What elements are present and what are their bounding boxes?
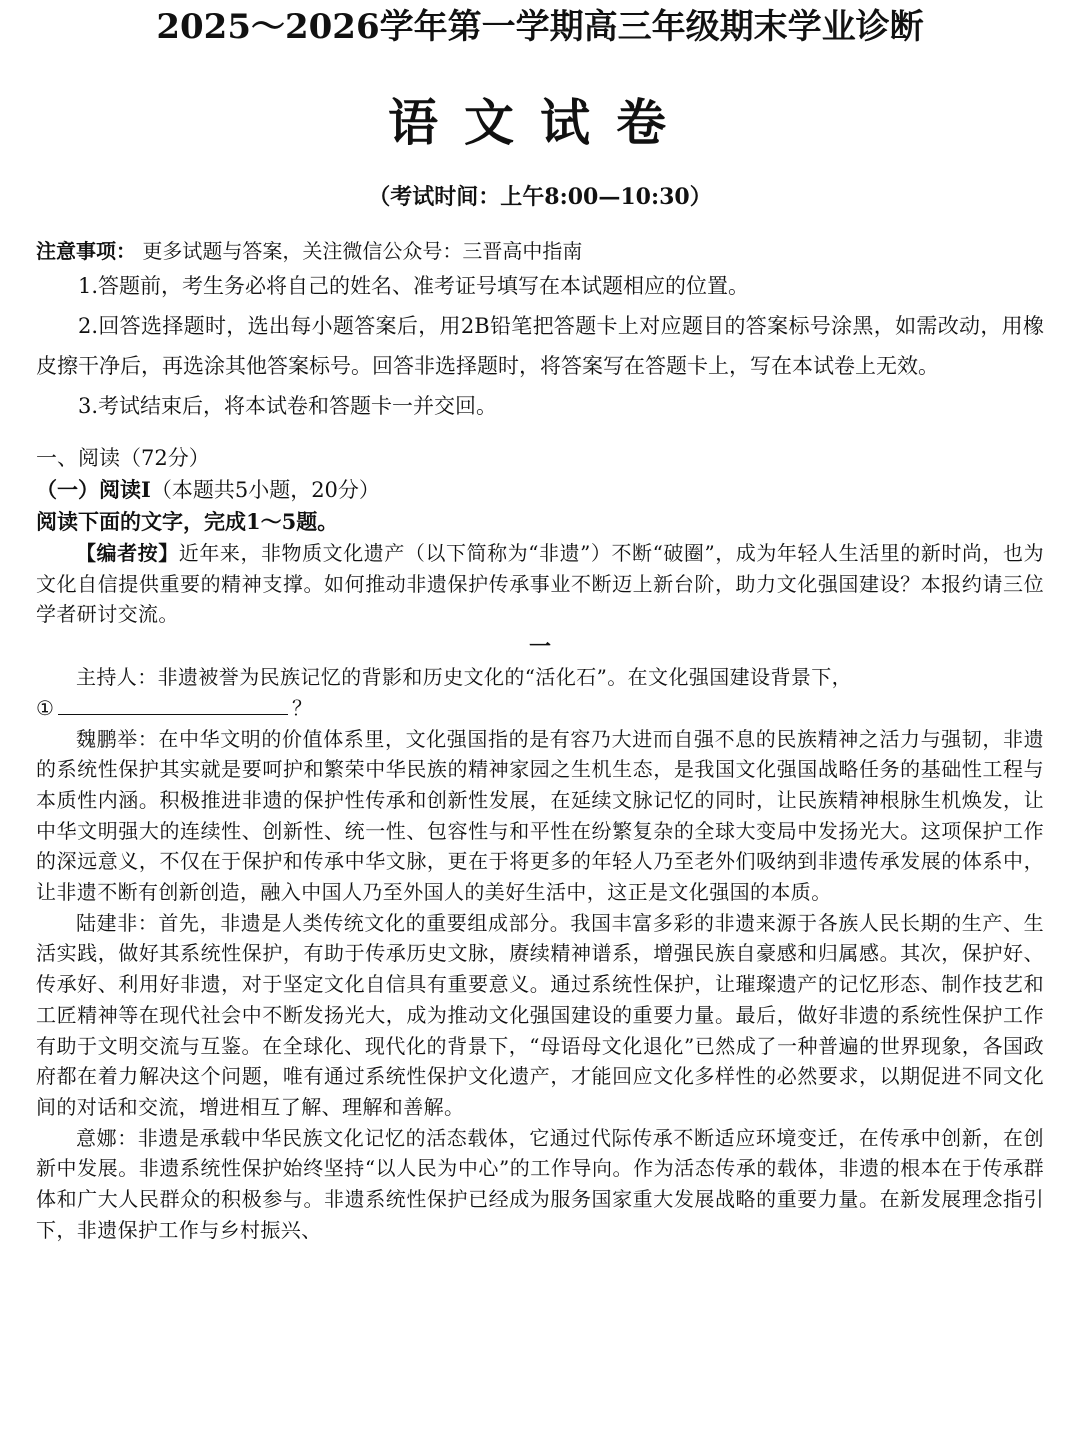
section-reading: 一、阅读（72分） bbox=[36, 446, 210, 470]
reading-instruction bbox=[36, 506, 1044, 538]
part-mark: 一 bbox=[528, 634, 551, 661]
editor-note bbox=[36, 538, 1044, 630]
section-reading-1 bbox=[36, 474, 1044, 506]
paragraph-wei: 魏鹏举：在中华文明的价值体系里，文化强国指的是有容乃大进而自强不息的民族精神之活力与强韧，非遗的系统性保护其实就是要呵护和繁荣中华民族的精神家园之生机生态，是我国文化强国战略任务的基础性工程与本质性内涵。积极推进非遗的保护性传承和创新性发展，在延续文脉记忆的同时，让民族精神根脉生机焕发，让中华文明强大的连续性、创新性、统一性、包容性与和平性在纷繁复杂的全球大变局中发扬光大。这项保护工作的深远意义，不仅在于保护和传承中华文脉，更在于将更多的年轻人乃至老外们吸纳到非遗传承发展的体系中，让非遗不断有创新创造，融入中国人乃至外国人的美好生活中，这正是文化强国的本质。 bbox=[36, 726, 1044, 905]
section-reading-1-label: （一）阅读Ⅰ bbox=[36, 477, 151, 502]
paragraph-lu: 陆建非：首先，非遗是人类传统文化的重要组成部分。我国丰富多彩的非遗来源于各族人民长期的生产、生活实践，做好其系统性保护，有助于传承历史文脉，赓续精神谱系，增强民族自豪感和归属感。其次，保护好、传承好、利用好非遗，对于坚定文化自信具有重要意义。通过系统性保护，让璀璨遗产的记忆形态、制作技艺和工匠精神等在现代社会中不断发扬光大，成为推动文化强国建设的重要力量。最后，做好非遗的系统性保护工作有助于文明交流与互鉴。在全球化、现代化的背景下，“母语母文化退化”已然成了一种普遍的世界现象，各国政府都在着力解决这个问题，唯有通过系统性保护文化遗产，才能回应文化多样性的必然要求，以期促进不同文化间的对话和交流，增进相互了解、理解和善解。 bbox=[36, 910, 1044, 1119]
notice-item-2: 2.回答选择题时，选出每小题答案后，用2B铅笔把答题卡上对应题目的答案标号涂黑，如需改动，用橡皮擦干净后，再选涂其他答案标号。回答非选择题时，将答案写在答题卡上，写在本试卷上无效。 bbox=[36, 314, 1044, 378]
paragraph-yi: 意娜：非遗是承载中华民族文化记忆的活态载体，它通过代际传承不断适应环境变迁，在传承中创新，在创新中发展。非遗系统性保护始终坚持“以人民为中心”的工作导向。作为活态传承的载体，非遗的根本在于传承群体和广大人民群众的积极参与。非遗系统性保护已经成为服务国家重大发展战略的重要力量。在新发展理念指引下，非遗保护工作与乡村振兴、 bbox=[36, 1125, 1044, 1242]
section-reading-1-note: （本题共5小题，20分） bbox=[150, 478, 380, 502]
notice-header bbox=[36, 236, 1044, 266]
blank-number: ① bbox=[36, 695, 54, 720]
editor-text: 近年来，非物质文化遗产（以下简称为“非遗”）不断“破圈”，成为年轻人生活里的新时尚，也为文化自信提供重要的精神支撑。如何推动非遗保护传承事业不断迈上新台阶，助力文化强国建设？本报约请三位学者研讨交流。 bbox=[36, 541, 1044, 627]
exam-time: （考试时间：上午8:00—10:30） bbox=[368, 184, 712, 210]
notice-label: 注意事项： bbox=[36, 239, 136, 263]
blank-underline bbox=[58, 696, 288, 715]
notice-item-1: 1.答题前，考生务必将自己的姓名、准考证号填写在本试题相应的位置。 bbox=[78, 274, 750, 298]
exam-title: 语文试卷 bbox=[388, 93, 692, 152]
exam-header: 2025～2026学年第一学期高三年级期末学业诊断 bbox=[156, 7, 924, 47]
host-question: 主持人：非遗被誉为民族记忆的背影和历史文化的“活化石”。在文化强国建设背景下， bbox=[76, 665, 853, 690]
reading-instruction-text: 阅读下面的文字，完成1～5题。 bbox=[36, 509, 339, 534]
editor-tag: 【编者按】 bbox=[76, 541, 179, 565]
notice-item-3: 3.考试结束后，将本试卷和答题卡一并交回。 bbox=[78, 394, 498, 418]
notice-extra: 更多试题与答案，关注微信公众号：三晋高中指南 bbox=[142, 239, 583, 263]
blank-suffix: ？ bbox=[291, 695, 312, 720]
fill-blank-1 bbox=[36, 693, 1044, 724]
